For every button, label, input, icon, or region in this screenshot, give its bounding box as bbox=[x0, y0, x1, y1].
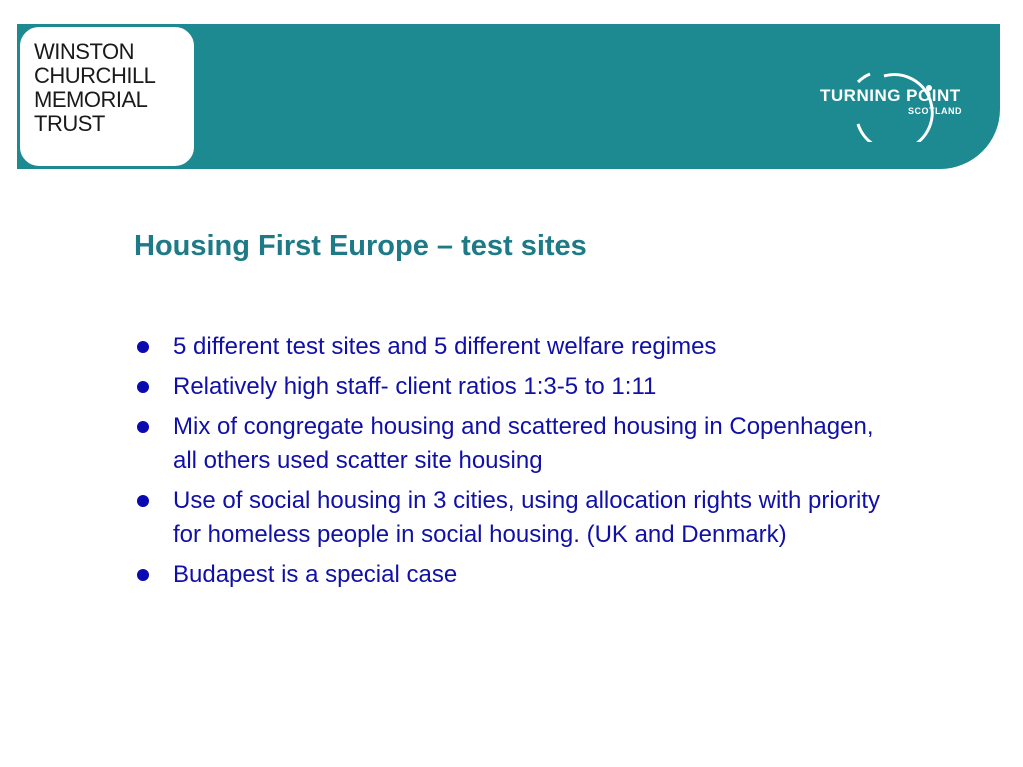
wcmt-logo bbox=[34, 40, 184, 136]
bullet-item bbox=[134, 370, 894, 404]
wcmt-logo-line: TRUST bbox=[34, 111, 105, 136]
bullet-item bbox=[134, 558, 894, 592]
turning-point-logo bbox=[818, 62, 978, 142]
bullet-item bbox=[134, 330, 894, 364]
bullet-item bbox=[134, 410, 894, 478]
bullet-text: Mix of congregate housing and scattered housing in Copenhagen, all others used scatter site housing bbox=[173, 413, 874, 474]
bullet-dot-icon bbox=[137, 495, 149, 507]
bullet-text: 5 different test sites and 5 different welfare regimes bbox=[173, 333, 717, 360]
bullet-dot-icon bbox=[137, 569, 149, 581]
bullet-text: Budapest is a special case bbox=[173, 561, 458, 588]
wcmt-logo-line: CHURCHILL bbox=[34, 63, 156, 88]
turning-point-subtitle: SCOTLAND bbox=[908, 106, 962, 116]
slide-title: Housing First Europe – test sites bbox=[134, 230, 587, 262]
turning-point-wordmark: TURNING POINT bbox=[820, 86, 961, 105]
wcmt-logo-line: MEMORIAL bbox=[34, 87, 148, 112]
bullet-text: Use of social housing in 3 cities, using allocation rights with priority for homeless people in social housing. (UK and Denmark) bbox=[173, 487, 881, 548]
wcmt-logo-line: WINSTON bbox=[34, 39, 134, 64]
bullet-list bbox=[134, 330, 894, 598]
bullet-dot-icon bbox=[137, 421, 149, 433]
bullet-dot-icon bbox=[137, 381, 149, 393]
bullet-dot-icon bbox=[137, 341, 149, 353]
bullet-item bbox=[134, 484, 894, 552]
bullet-text: Relatively high staff- client ratios 1:3-5 to 1:11 bbox=[173, 373, 657, 400]
